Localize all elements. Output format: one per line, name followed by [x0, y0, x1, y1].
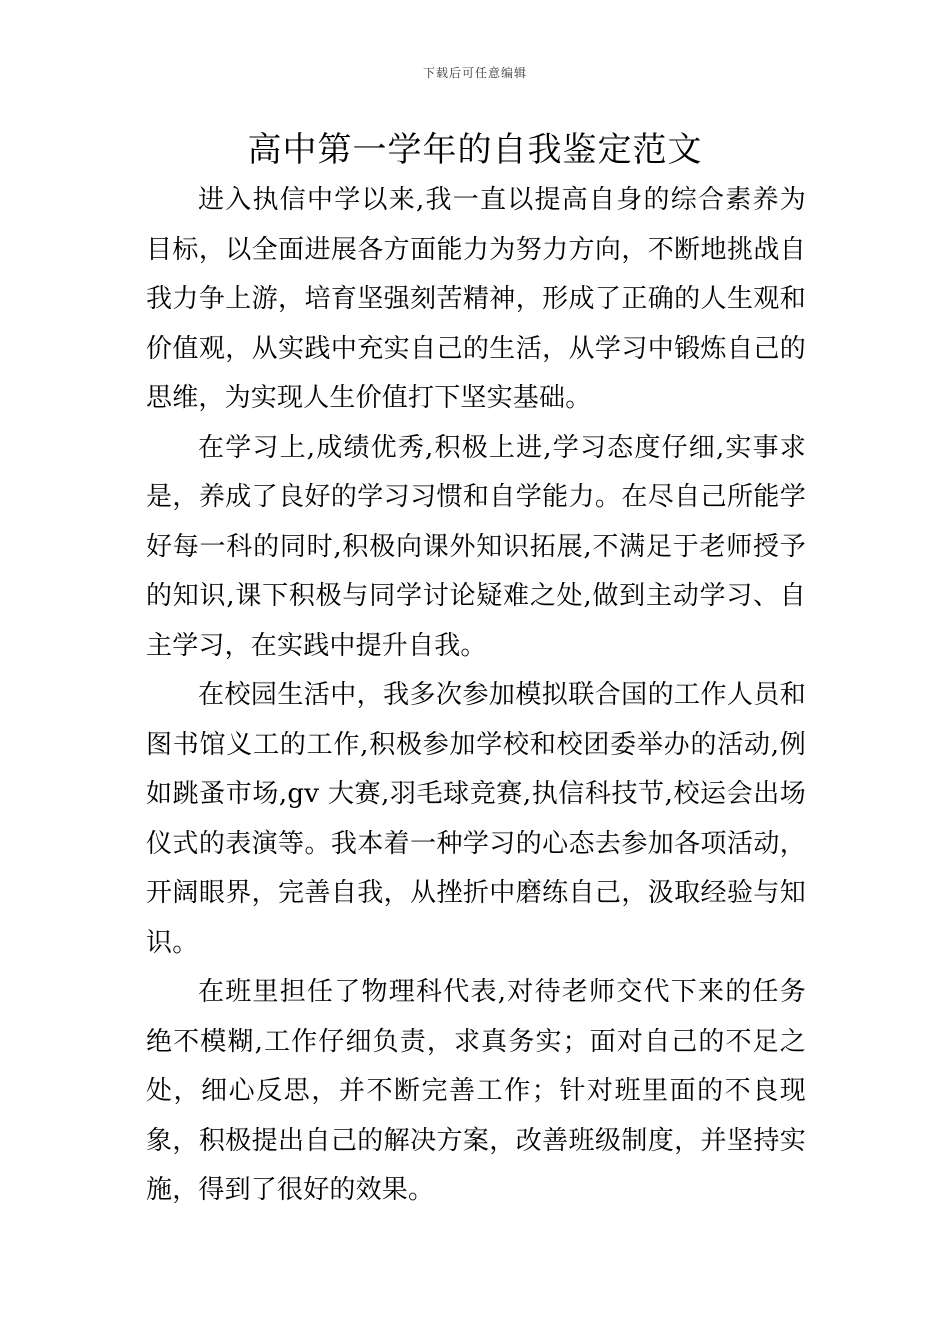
document-body [146, 176, 806, 1216]
document-title: 高中第一学年的自我鉴定范文 [247, 130, 703, 170]
paragraph-4: 在班里担任了物理科代表,对待老师交代下来的任务绝不模糊,工作仔细负责，求真务实；面对自己的不足之处，细心反思，并不断完善工作；针对班里面的不良现象，积极提出自己的解决方案，改善班级制度，并坚持实施，得到了很好的效果。 [146, 977, 806, 1205]
paragraph-3: 在校园生活中，我多次参加模拟联合国的工作人员和图书馆义工的工作,积极参加学校和校团委举办的活动,例如跳蚤市场,gv 大赛,羽毛球竞赛,执信科技节,校运会出场仪式的表演等。我本着一种学习的心态去参加各项活动，开阔眼界，完善自我，从挫折中磨练自己，汲取经验与知识。 [146, 680, 806, 958]
paragraph-2: 在学习上,成绩优秀,积极上进,学习态度仔细,实事求是，养成了良好的学习习惯和自学能力。在尽自己所能学好每一科的同时,积极向课外知识拓展,不满足于老师授予的知识,课下积极与同学讨论疑难之处,做到主动学习、自主学习，在实践中提升自我。 [146, 432, 806, 661]
paragraph-1: 进入执信中学以来,我一直以提高自身的综合素养为目标，以全面进展各方面能力为努力方向，不断地挑战自我力争上游，培育坚强刻苦精神，形成了正确的人生观和价值观，从实践中充实自己的生活，从学习中锻炼自己的思维，为实现人生价值打下坚实基础。 [146, 185, 806, 413]
header-note: 下载后可任意编辑 [422, 66, 527, 80]
